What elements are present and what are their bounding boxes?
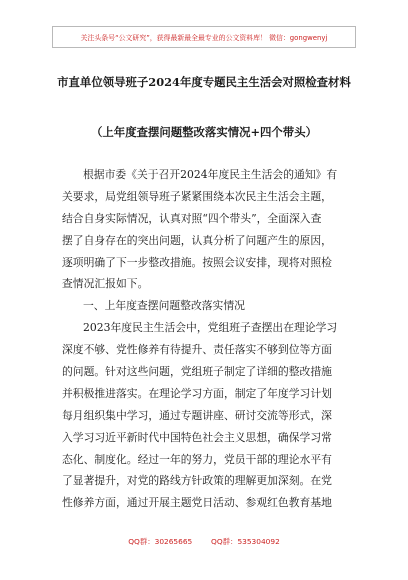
body-line: 深度不够、党性修养有待提升、责任落实不够到位等方面: [62, 343, 332, 357]
section-heading: 一、上年度查摆问题整改落实情况: [83, 299, 245, 313]
body-line: 关要求，局党组领导班子紧紧围绕本次民主生活会主题，: [62, 189, 332, 203]
header-banner: 关注头条号“公文研究”，获得最新最全最专业的公文资料库！ 微信：gongwenyj: [52, 26, 356, 48]
document-body: [62, 164, 348, 514]
body-line: 每月组织集中学习，通过专题讲座、研讨交流等形式，深: [62, 408, 332, 422]
document-subtitle: （上年度查摆问题整改落实情况+四个带头）: [91, 125, 317, 139]
body-line: 根据市委《关于召开2024年度民主生活会的通知》有: [83, 168, 338, 181]
body-line: 了显著提升，对党的路线方针政策的理解更加深刻。在党: [62, 474, 332, 488]
body-line: 态化、制度化。经过一年的努力，党员干部的理论水平有: [62, 452, 332, 466]
footer-qq-groups: QQ群：30265665 QQ群：535304092: [128, 537, 280, 546]
body-line: 入学习习近平新时代中国特色社会主义思想，确保学习常: [62, 430, 332, 444]
body-line: 逐项明确了下一步整改措施。按照会议安排，现将对照检: [62, 255, 332, 269]
body-line: 并积极推进落实。在理论学习方面，制定了年度学习计划: [62, 386, 332, 400]
body-line: 查情况汇报如下。: [62, 277, 149, 291]
body-line: 的问题。针对这些问题，党组班子制定了详细的整改措施: [62, 365, 332, 379]
document-title: 市直单位领导班子2024年度专题民主生活会对照检查材料: [57, 75, 351, 89]
body-line: 结合自身实际情况，认真对照“四个带头”，全面深入查: [62, 211, 322, 225]
body-line: 摆了自身存在的突出问题，认真分析了问题产生的原因，: [62, 233, 332, 247]
body-line: 性修养方面，通过开展主题党日活动、参观红色教育基地: [62, 496, 332, 510]
body-line: 2023年度民主生活会中，党组班子查摆出在理论学习: [83, 321, 338, 335]
